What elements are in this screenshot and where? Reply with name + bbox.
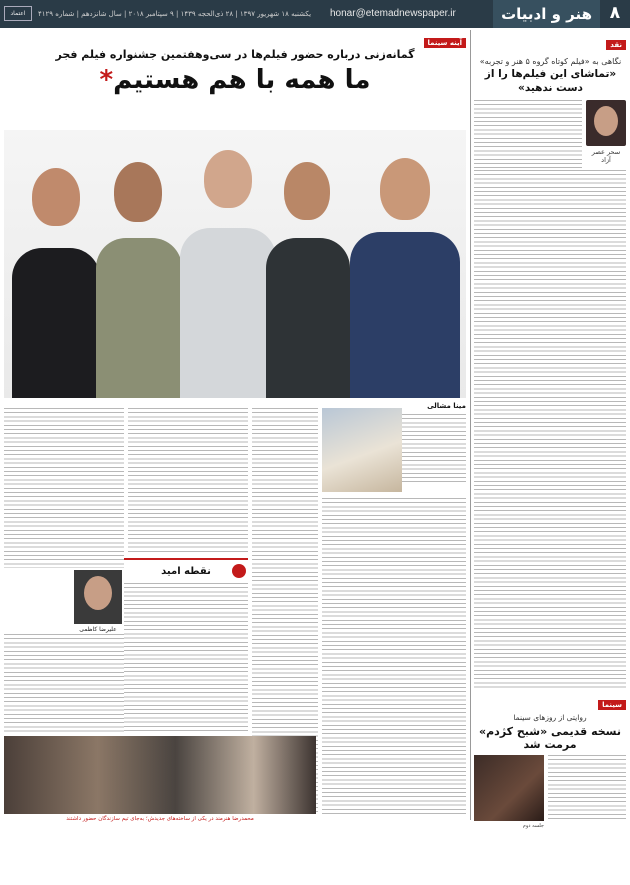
person-4	[266, 162, 350, 398]
second-article-title: نسخه قدیمی «شبح کژدم» مرمت شد	[479, 725, 621, 751]
author-name: سحر عصر آزاد	[591, 148, 621, 164]
person-2	[96, 162, 182, 398]
person-3	[180, 150, 276, 398]
author-photo	[586, 100, 626, 146]
page-header	[0, 0, 630, 28]
main-article	[4, 30, 466, 820]
headline-block	[4, 48, 466, 95]
inset-photo	[322, 408, 402, 492]
second-article-kicker: روایتی از روزهای سینما	[513, 713, 587, 722]
sidebar-column	[470, 30, 630, 829]
person-1	[12, 168, 100, 398]
body-column-3	[128, 408, 248, 554]
group-photo	[4, 130, 466, 398]
sidebar-tag: نقد	[606, 40, 626, 50]
bottom-photo-caption: محمدرضا هنرمند در یکی از ساخته‌های جدیدش؛ به‌جای تیم سازندگان حضور داشتند	[66, 816, 254, 822]
note-author-block	[4, 570, 124, 633]
sidebar-title: «تماشای این فیلم‌ها را از دست ندهید»	[484, 68, 617, 94]
note-body	[124, 583, 248, 733]
body-column-1b	[322, 498, 466, 814]
note-author-photo	[74, 570, 122, 624]
page-number: ۸	[609, 3, 621, 23]
section-email: honar@etemadnewspaper.ir	[330, 8, 456, 19]
newspaper-logo: اعتماد	[4, 6, 32, 21]
sidebar-second-article	[474, 692, 626, 885]
issue-info: یکشنبه ۱۸ شهریور ۱۳۹۷ | ۲۸ ذی‌الحجه ۱۴۳۹ | ۹ سپتامبر ۲۰۱۸ | سال شانزدهم | شماره ۴۱۲۹	[38, 10, 312, 18]
article-kicker: گمانه‌زنی درباره حضور فیلم‌ها در سی‌وهفتمین جشنواره فیلم فجر	[55, 48, 415, 61]
bottom-photo	[4, 736, 316, 814]
note-badge-icon	[232, 564, 246, 578]
inset-photo-block	[322, 408, 466, 492]
article-byline: مینا مشالی	[427, 402, 466, 410]
note-author-name: علیرضا کاظمی	[79, 626, 117, 633]
second-article-tag: سینما	[598, 700, 626, 710]
second-article-photo	[474, 755, 544, 821]
article-headline	[4, 65, 466, 95]
section-title: هنر و ادبیات	[493, 0, 600, 28]
person-5	[350, 158, 460, 398]
body-column-4	[4, 408, 124, 568]
note-title: نقطه امید	[161, 566, 211, 577]
main-tag: آینه سینما	[424, 38, 467, 48]
second-article-caption: جلسه دوم	[522, 823, 544, 829]
second-article-body	[548, 755, 626, 821]
headline-star: *	[99, 65, 114, 95]
headline-text: ما همه با هم هستیم	[113, 65, 371, 95]
body-column-4b	[4, 634, 124, 734]
sidebar-author	[586, 100, 626, 162]
sidebar-body-text-continued	[474, 170, 626, 690]
sidebar-body-text	[474, 100, 582, 170]
sidebar-kicker: نگاهی به «فیلم کوتاه گروه ۵ هنر و تجربه»	[479, 57, 622, 66]
